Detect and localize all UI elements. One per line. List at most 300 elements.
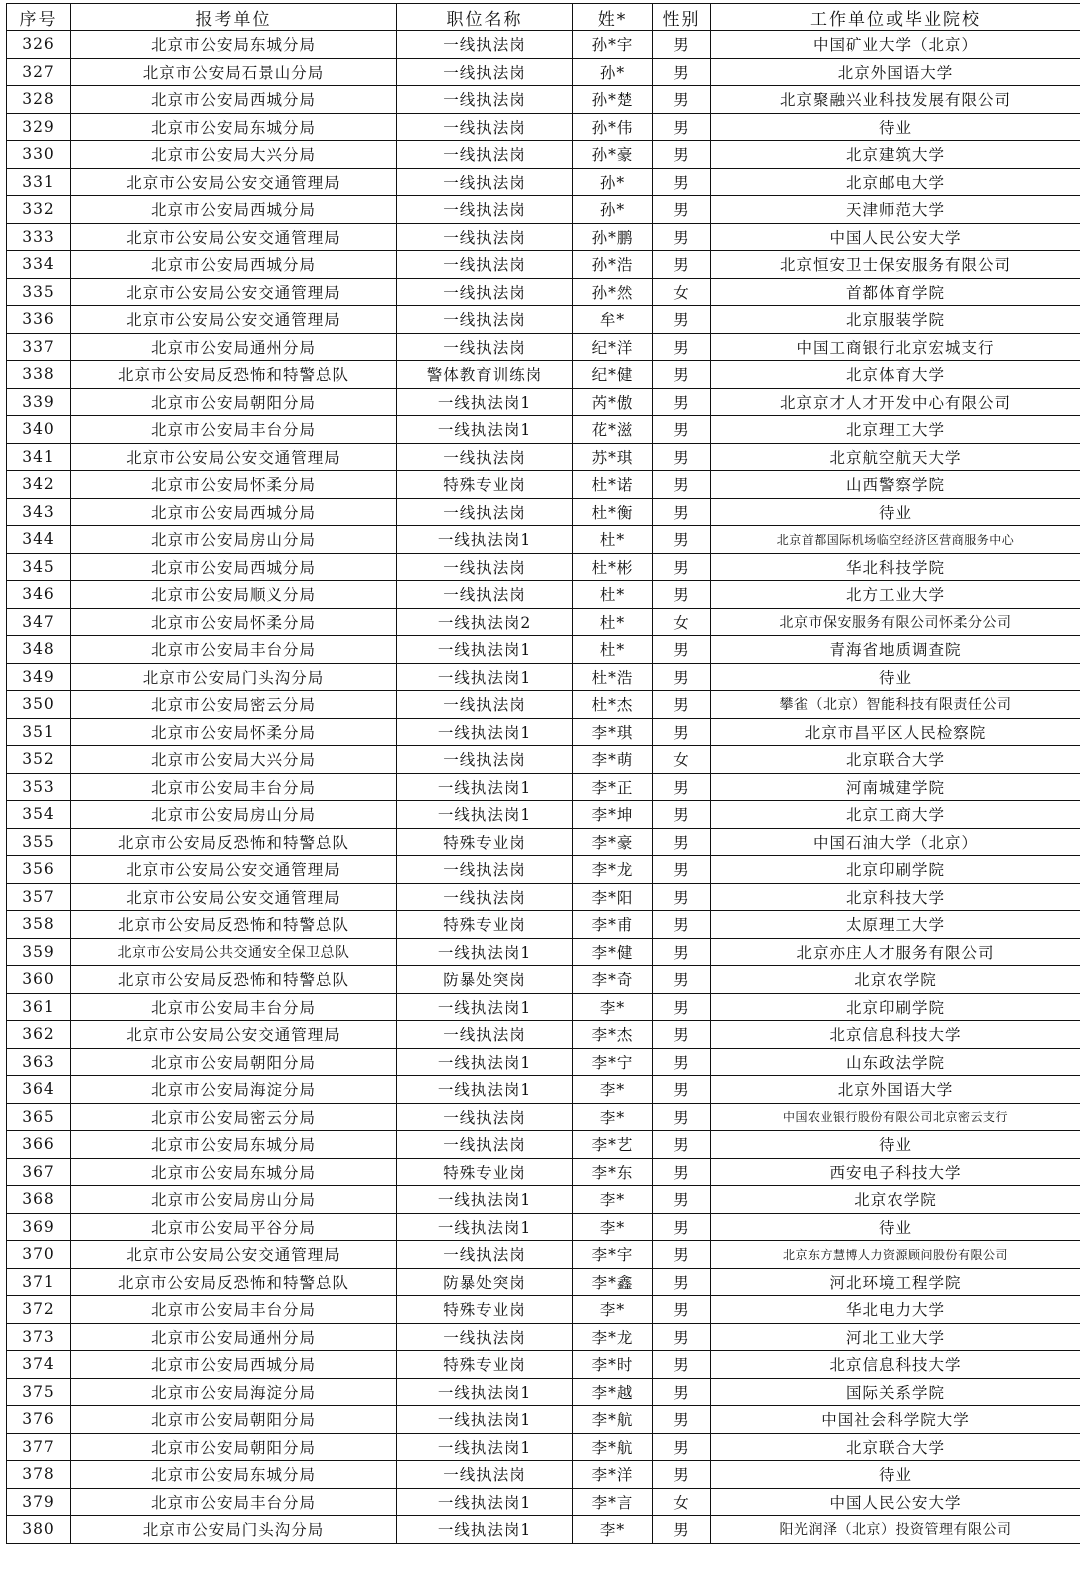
- cell-no: 374: [7, 1351, 71, 1379]
- table-body: [7, 31, 1080, 1544]
- cell-name: 李*龙: [573, 856, 653, 884]
- cell-name: 李*健: [573, 938, 653, 966]
- cell-gender: 男: [653, 1296, 711, 1324]
- cell-no: 380: [7, 1516, 71, 1544]
- cell-position: 一线执法岗1: [397, 773, 573, 801]
- cell-position: 防暴处突岗: [397, 1268, 573, 1296]
- cell-unit: 北京市公安局公安交通管理局: [71, 306, 397, 334]
- cell-name: 李*鑫: [573, 1268, 653, 1296]
- table-row: [7, 388, 1080, 416]
- cell-no: 360: [7, 966, 71, 994]
- cell-no: 347: [7, 608, 71, 636]
- cell-no: 332: [7, 196, 71, 224]
- table-row: [7, 718, 1080, 746]
- cell-school: 国际关系学院: [711, 1378, 1080, 1406]
- cell-unit: 北京市公安局丰台分局: [71, 1488, 397, 1516]
- candidate-table: [6, 3, 1080, 1544]
- table-row: [7, 1076, 1080, 1104]
- cell-position: 一线执法岗1: [397, 718, 573, 746]
- cell-school: 攀雀（北京）智能科技有限责任公司: [711, 691, 1080, 719]
- cell-school: 太原理工大学: [711, 911, 1080, 939]
- cell-position: 一线执法岗: [397, 1131, 573, 1159]
- cell-position: 一线执法岗1: [397, 801, 573, 829]
- cell-name: 孙*伟: [573, 113, 653, 141]
- table-row: [7, 663, 1080, 691]
- table-row: [7, 856, 1080, 884]
- cell-no: 356: [7, 856, 71, 884]
- cell-position: 一线执法岗1: [397, 1378, 573, 1406]
- cell-unit: 北京市公安局西城分局: [71, 196, 397, 224]
- cell-school: 北京科技大学: [711, 883, 1080, 911]
- cell-school: 中国工商银行北京宏城支行: [711, 333, 1080, 361]
- cell-no: 353: [7, 773, 71, 801]
- cell-unit: 北京市公安局西城分局: [71, 1351, 397, 1379]
- cell-no: 349: [7, 663, 71, 691]
- cell-name: 李*: [573, 1296, 653, 1324]
- cell-no: 362: [7, 1021, 71, 1049]
- cell-no: 341: [7, 443, 71, 471]
- table-row: [7, 1213, 1080, 1241]
- cell-gender: 男: [653, 416, 711, 444]
- header-school: 工作单位或毕业院校: [711, 4, 1080, 31]
- table-row: [7, 553, 1080, 581]
- cell-position: 防暴处突岗: [397, 966, 573, 994]
- cell-unit: 北京市公安局公安交通管理局: [71, 223, 397, 251]
- cell-gender: 男: [653, 663, 711, 691]
- cell-no: 327: [7, 58, 71, 86]
- cell-position: 一线执法岗: [397, 251, 573, 279]
- cell-no: 339: [7, 388, 71, 416]
- cell-unit: 北京市公安局大兴分局: [71, 746, 397, 774]
- cell-no: 345: [7, 553, 71, 581]
- cell-position: 特殊专业岗: [397, 828, 573, 856]
- cell-name: 李*龙: [573, 1323, 653, 1351]
- cell-unit: 北京市公安局门头沟分局: [71, 663, 397, 691]
- table-row: [7, 361, 1080, 389]
- table-row: [7, 1131, 1080, 1159]
- header-gender: 性别: [653, 4, 711, 31]
- cell-gender: 女: [653, 1488, 711, 1516]
- cell-unit: 北京市公安局反恐怖和特警总队: [71, 911, 397, 939]
- cell-unit: 北京市公安局东城分局: [71, 31, 397, 59]
- cell-name: 花*滋: [573, 416, 653, 444]
- cell-school: 待业: [711, 1131, 1080, 1159]
- cell-no: 333: [7, 223, 71, 251]
- cell-unit: 北京市公安局公安交通管理局: [71, 883, 397, 911]
- table-row: [7, 113, 1080, 141]
- table-row: [7, 746, 1080, 774]
- cell-name: 杜*: [573, 608, 653, 636]
- cell-school: 北京理工大学: [711, 416, 1080, 444]
- cell-school: 青海省地质调查院: [711, 636, 1080, 664]
- cell-unit: 北京市公安局东城分局: [71, 1461, 397, 1489]
- cell-position: 一线执法岗: [397, 1103, 573, 1131]
- table-row: [7, 141, 1080, 169]
- cell-school: 北京联合大学: [711, 746, 1080, 774]
- cell-gender: 男: [653, 718, 711, 746]
- header-position: 职位名称: [397, 4, 573, 31]
- cell-position: 一线执法岗: [397, 333, 573, 361]
- cell-gender: 男: [653, 526, 711, 554]
- table-row: [7, 58, 1080, 86]
- cell-no: 355: [7, 828, 71, 856]
- cell-gender: 男: [653, 938, 711, 966]
- header-no: 序号: [7, 4, 71, 31]
- cell-school: 北京亦庄人才服务有限公司: [711, 938, 1080, 966]
- cell-no: 366: [7, 1131, 71, 1159]
- cell-name: 李*杰: [573, 1021, 653, 1049]
- cell-gender: 男: [653, 86, 711, 114]
- cell-name: 李*阳: [573, 883, 653, 911]
- cell-gender: 男: [653, 1461, 711, 1489]
- table-row: [7, 31, 1080, 59]
- table-row: [7, 1378, 1080, 1406]
- cell-school: 天津师范大学: [711, 196, 1080, 224]
- cell-unit: 北京市公安局密云分局: [71, 691, 397, 719]
- cell-no: 337: [7, 333, 71, 361]
- cell-gender: 男: [653, 993, 711, 1021]
- cell-school: 北京东方慧博人力资源顾问股份有限公司: [711, 1241, 1080, 1269]
- cell-school: 中国人民公安大学: [711, 1488, 1080, 1516]
- cell-name: 杜*衡: [573, 498, 653, 526]
- cell-name: 李*艺: [573, 1131, 653, 1159]
- cell-no: 348: [7, 636, 71, 664]
- cell-school: 河北工业大学: [711, 1323, 1080, 1351]
- cell-position: 一线执法岗: [397, 443, 573, 471]
- cell-gender: 男: [653, 113, 711, 141]
- cell-unit: 北京市公安局反恐怖和特警总队: [71, 966, 397, 994]
- table-row: [7, 1103, 1080, 1131]
- cell-no: 377: [7, 1433, 71, 1461]
- cell-unit: 北京市公安局门头沟分局: [71, 1516, 397, 1544]
- cell-position: 特殊专业岗: [397, 471, 573, 499]
- cell-no: 328: [7, 86, 71, 114]
- cell-name: 芮*傲: [573, 388, 653, 416]
- cell-no: 352: [7, 746, 71, 774]
- cell-unit: 北京市公安局西城分局: [71, 251, 397, 279]
- cell-name: 李*甫: [573, 911, 653, 939]
- cell-school: 待业: [711, 1461, 1080, 1489]
- cell-unit: 北京市公安局石景山分局: [71, 58, 397, 86]
- table-row: [7, 1516, 1080, 1544]
- cell-no: 378: [7, 1461, 71, 1489]
- cell-unit: 北京市公安局丰台分局: [71, 636, 397, 664]
- cell-unit: 北京市公安局公安交通管理局: [71, 278, 397, 306]
- cell-unit: 北京市公安局朝阳分局: [71, 388, 397, 416]
- cell-unit: 北京市公安局朝阳分局: [71, 1406, 397, 1434]
- cell-gender: 男: [653, 31, 711, 59]
- cell-no: 344: [7, 526, 71, 554]
- table-row: [7, 828, 1080, 856]
- cell-unit: 北京市公安局通州分局: [71, 1323, 397, 1351]
- cell-name: 李*坤: [573, 801, 653, 829]
- cell-name: 李*萌: [573, 746, 653, 774]
- cell-name: 杜*彬: [573, 553, 653, 581]
- cell-gender: 女: [653, 608, 711, 636]
- cell-school: 北方工业大学: [711, 581, 1080, 609]
- table-row: [7, 801, 1080, 829]
- cell-gender: 男: [653, 691, 711, 719]
- cell-gender: 男: [653, 1433, 711, 1461]
- cell-no: 363: [7, 1048, 71, 1076]
- cell-name: 杜*杰: [573, 691, 653, 719]
- cell-no: 361: [7, 993, 71, 1021]
- cell-gender: 男: [653, 1048, 711, 1076]
- cell-gender: 男: [653, 636, 711, 664]
- cell-position: 一线执法岗: [397, 58, 573, 86]
- cell-name: 李*洋: [573, 1461, 653, 1489]
- cell-no: 326: [7, 31, 71, 59]
- cell-position: 特殊专业岗: [397, 1351, 573, 1379]
- cell-unit: 北京市公安局东城分局: [71, 1158, 397, 1186]
- cell-name: 苏*琪: [573, 443, 653, 471]
- cell-no: 346: [7, 581, 71, 609]
- cell-unit: 北京市公安局海淀分局: [71, 1076, 397, 1104]
- table-row: [7, 1296, 1080, 1324]
- cell-unit: 北京市公安局丰台分局: [71, 773, 397, 801]
- cell-name: 纪*洋: [573, 333, 653, 361]
- cell-school: 待业: [711, 663, 1080, 691]
- cell-name: 杜*浩: [573, 663, 653, 691]
- cell-no: 350: [7, 691, 71, 719]
- cell-unit: 北京市公安局东城分局: [71, 1131, 397, 1159]
- table-row: [7, 636, 1080, 664]
- cell-position: 一线执法岗: [397, 1241, 573, 1269]
- cell-unit: 北京市公安局公安交通管理局: [71, 1241, 397, 1269]
- cell-name: 李*: [573, 1213, 653, 1241]
- cell-unit: 北京市公安局怀柔分局: [71, 718, 397, 746]
- cell-gender: 男: [653, 1186, 711, 1214]
- cell-position: 一线执法岗: [397, 746, 573, 774]
- cell-name: 杜*: [573, 526, 653, 554]
- cell-position: 一线执法岗1: [397, 663, 573, 691]
- cell-position: 一线执法岗1: [397, 636, 573, 664]
- cell-unit: 北京市公安局怀柔分局: [71, 608, 397, 636]
- table-row: [7, 1048, 1080, 1076]
- cell-school: 河北环境工程学院: [711, 1268, 1080, 1296]
- cell-school: 北京农学院: [711, 1186, 1080, 1214]
- cell-unit: 北京市公安局西城分局: [71, 86, 397, 114]
- cell-name: 孙*宇: [573, 31, 653, 59]
- cell-position: 一线执法岗: [397, 196, 573, 224]
- cell-gender: 男: [653, 828, 711, 856]
- cell-position: 一线执法岗1: [397, 1406, 573, 1434]
- table-row: [7, 1433, 1080, 1461]
- cell-unit: 北京市公安局房山分局: [71, 1186, 397, 1214]
- cell-position: 一线执法岗: [397, 113, 573, 141]
- cell-school: 中国人民公安大学: [711, 223, 1080, 251]
- cell-name: 李*时: [573, 1351, 653, 1379]
- cell-no: 364: [7, 1076, 71, 1104]
- cell-gender: 男: [653, 251, 711, 279]
- cell-unit: 北京市公安局密云分局: [71, 1103, 397, 1131]
- cell-position: 一线执法岗1: [397, 416, 573, 444]
- cell-gender: 女: [653, 746, 711, 774]
- cell-school: 北京恒安卫士保安服务有限公司: [711, 251, 1080, 279]
- table-row: [7, 1158, 1080, 1186]
- cell-gender: 男: [653, 883, 711, 911]
- cell-no: 358: [7, 911, 71, 939]
- cell-unit: 北京市公安局怀柔分局: [71, 471, 397, 499]
- cell-school: 山东政法学院: [711, 1048, 1080, 1076]
- table-row: [7, 938, 1080, 966]
- table-row: [7, 1488, 1080, 1516]
- cell-no: 331: [7, 168, 71, 196]
- cell-name: 孙*: [573, 58, 653, 86]
- cell-name: 李*: [573, 993, 653, 1021]
- cell-gender: 男: [653, 471, 711, 499]
- header-row: [7, 4, 1080, 31]
- table-row: [7, 526, 1080, 554]
- table-row: [7, 1351, 1080, 1379]
- cell-school: 待业: [711, 1213, 1080, 1241]
- cell-school: 中国石油大学（北京）: [711, 828, 1080, 856]
- cell-no: 330: [7, 141, 71, 169]
- cell-position: 一线执法岗1: [397, 938, 573, 966]
- cell-school: 华北科技学院: [711, 553, 1080, 581]
- cell-unit: 北京市公安局东城分局: [71, 113, 397, 141]
- cell-unit: 北京市公安局西城分局: [71, 498, 397, 526]
- table-row: [7, 196, 1080, 224]
- cell-school: 北京联合大学: [711, 1433, 1080, 1461]
- table-row: [7, 223, 1080, 251]
- cell-unit: 北京市公安局西城分局: [71, 553, 397, 581]
- cell-no: 338: [7, 361, 71, 389]
- cell-gender: 女: [653, 278, 711, 306]
- cell-school: 北京外国语大学: [711, 58, 1080, 86]
- cell-gender: 男: [653, 1351, 711, 1379]
- cell-name: 李*航: [573, 1406, 653, 1434]
- cell-gender: 男: [653, 553, 711, 581]
- cell-name: 孙*豪: [573, 141, 653, 169]
- cell-name: 李*正: [573, 773, 653, 801]
- cell-unit: 北京市公安局公安交通管理局: [71, 168, 397, 196]
- cell-name: 李*言: [573, 1488, 653, 1516]
- cell-gender: 男: [653, 58, 711, 86]
- cell-school: 北京印刷学院: [711, 993, 1080, 1021]
- table-row: [7, 1406, 1080, 1434]
- table-row: [7, 1323, 1080, 1351]
- cell-no: 379: [7, 1488, 71, 1516]
- cell-position: 一线执法岗: [397, 278, 573, 306]
- table-row: [7, 966, 1080, 994]
- table-row: [7, 581, 1080, 609]
- cell-gender: 男: [653, 1021, 711, 1049]
- cell-school: 北京聚融兴业科技发展有限公司: [711, 86, 1080, 114]
- cell-gender: 男: [653, 361, 711, 389]
- table-row: [7, 1268, 1080, 1296]
- cell-unit: 北京市公安局公安交通管理局: [71, 443, 397, 471]
- cell-no: 370: [7, 1241, 71, 1269]
- cell-school: 待业: [711, 498, 1080, 526]
- table-row: [7, 498, 1080, 526]
- cell-school: 北京服装学院: [711, 306, 1080, 334]
- cell-no: 342: [7, 471, 71, 499]
- cell-unit: 北京市公安局朝阳分局: [71, 1433, 397, 1461]
- cell-gender: 男: [653, 911, 711, 939]
- cell-no: 357: [7, 883, 71, 911]
- cell-name: 李*奇: [573, 966, 653, 994]
- cell-position: 一线执法岗: [397, 498, 573, 526]
- cell-gender: 男: [653, 333, 711, 361]
- cell-gender: 男: [653, 141, 711, 169]
- cell-school: 首都体育学院: [711, 278, 1080, 306]
- cell-gender: 男: [653, 1076, 711, 1104]
- cell-school: 北京邮电大学: [711, 168, 1080, 196]
- cell-unit: 北京市公安局通州分局: [71, 333, 397, 361]
- cell-school: 阳光润泽（北京）投资管理有限公司: [711, 1516, 1080, 1544]
- cell-position: 一线执法岗: [397, 1461, 573, 1489]
- cell-school: 北京农学院: [711, 966, 1080, 994]
- table-row: [7, 86, 1080, 114]
- header-unit: 报考单位: [71, 4, 397, 31]
- cell-name: 孙*然: [573, 278, 653, 306]
- cell-school: 北京工商大学: [711, 801, 1080, 829]
- cell-position: 一线执法岗: [397, 168, 573, 196]
- cell-gender: 男: [653, 1241, 711, 1269]
- cell-position: 一线执法岗1: [397, 1488, 573, 1516]
- cell-school: 待业: [711, 113, 1080, 141]
- cell-unit: 北京市公安局丰台分局: [71, 993, 397, 1021]
- cell-position: 一线执法岗: [397, 306, 573, 334]
- cell-no: 340: [7, 416, 71, 444]
- table-row: [7, 1241, 1080, 1269]
- cell-no: 329: [7, 113, 71, 141]
- cell-unit: 北京市公安局海淀分局: [71, 1378, 397, 1406]
- table-row: [7, 416, 1080, 444]
- cell-no: 354: [7, 801, 71, 829]
- cell-gender: 男: [653, 801, 711, 829]
- cell-name: 李*琪: [573, 718, 653, 746]
- cell-unit: 北京市公安局反恐怖和特警总队: [71, 1268, 397, 1296]
- cell-position: 一线执法岗1: [397, 993, 573, 1021]
- cell-no: 359: [7, 938, 71, 966]
- cell-gender: 男: [653, 773, 711, 801]
- cell-name: 李*宇: [573, 1241, 653, 1269]
- cell-gender: 男: [653, 223, 711, 251]
- cell-name: 李*: [573, 1076, 653, 1104]
- cell-position: 一线执法岗1: [397, 1186, 573, 1214]
- cell-school: 北京建筑大学: [711, 141, 1080, 169]
- cell-no: 376: [7, 1406, 71, 1434]
- table-row: [7, 883, 1080, 911]
- cell-school: 北京市保安服务有限公司怀柔分公司: [711, 608, 1080, 636]
- cell-position: 一线执法岗1: [397, 1433, 573, 1461]
- cell-unit: 北京市公安局公共交通安全保卫总队: [71, 938, 397, 966]
- cell-name: 李*航: [573, 1433, 653, 1461]
- cell-gender: 男: [653, 388, 711, 416]
- cell-school: 北京首都国际机场临空经济区营商服务中心: [711, 526, 1080, 554]
- cell-name: 杜*诺: [573, 471, 653, 499]
- cell-no: 371: [7, 1268, 71, 1296]
- cell-name: 牟*: [573, 306, 653, 334]
- cell-school: 华北电力大学: [711, 1296, 1080, 1324]
- table-row: [7, 691, 1080, 719]
- cell-name: 李*东: [573, 1158, 653, 1186]
- cell-gender: 男: [653, 168, 711, 196]
- cell-position: 一线执法岗: [397, 141, 573, 169]
- cell-school: 北京印刷学院: [711, 856, 1080, 884]
- cell-unit: 北京市公安局丰台分局: [71, 1296, 397, 1324]
- cell-unit: 北京市公安局丰台分局: [71, 416, 397, 444]
- cell-name: 孙*: [573, 196, 653, 224]
- cell-position: 警体教育训练岗: [397, 361, 573, 389]
- cell-school: 河南城建学院: [711, 773, 1080, 801]
- cell-school: 中国矿业大学（北京）: [711, 31, 1080, 59]
- cell-position: 一线执法岗: [397, 553, 573, 581]
- table-row: [7, 278, 1080, 306]
- cell-unit: 北京市公安局朝阳分局: [71, 1048, 397, 1076]
